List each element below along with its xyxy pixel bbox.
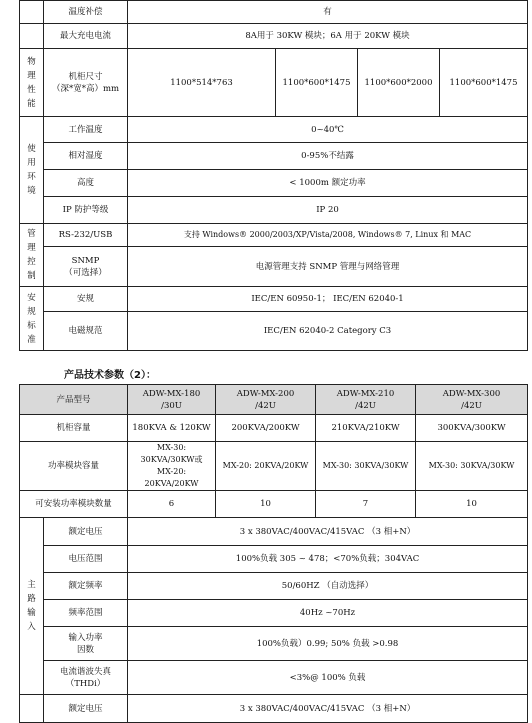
row-label: 机柜容量	[20, 415, 128, 442]
model-name	[316, 385, 416, 415]
row-label: 电压范围	[44, 546, 128, 573]
row-label: 额定频率	[44, 573, 128, 600]
row-value: 50/60HZ （自动选择）	[128, 573, 528, 600]
group-cell-empty	[20, 24, 44, 49]
row-value: 8A用于 30KW 模块；6A 用于 20KW 模块	[128, 24, 528, 49]
label-line: SNMP	[71, 255, 100, 266]
group-label-safety: 安 规 标 准	[20, 287, 44, 351]
capacity-value: 210KVA/210KW	[316, 415, 416, 442]
capacity-value: 200KVA/200KW	[216, 415, 316, 442]
row-label: 电磁规范	[44, 312, 128, 351]
row-label-thd	[44, 661, 128, 695]
row-label-snmp	[44, 247, 128, 287]
row-value: 3 x 380VAC/400VAC/415VAC （3 相+N）	[128, 695, 528, 723]
row-label: RS-232/USB	[44, 224, 128, 247]
row-label: 最大充电电流	[44, 24, 128, 49]
row-value: 100%负载 305 ~ 478；<70%负载；304VAC	[128, 546, 528, 573]
row-label: 可安装功率模块数量	[20, 491, 128, 518]
row-value: 有	[128, 1, 528, 24]
row-value: <3%@ 100% 负载	[128, 661, 528, 695]
group-label-environment: 使 用 环 境	[20, 117, 44, 224]
model-label: 产品型号	[20, 385, 128, 415]
module-capacity-value: MX-20: 20KVA/20KW	[216, 442, 316, 491]
dim-value: 1100*600*1475	[276, 49, 358, 117]
row-label: 功率模块容量	[20, 442, 128, 491]
label-line: 电流谐波失真	[60, 666, 112, 677]
row-label: 安规	[44, 287, 128, 312]
value-line: MX-20: 20KVA/20KW	[144, 467, 199, 488]
row-label: 频率范围	[44, 600, 128, 627]
capacity-value: 300KVA/300KW	[416, 415, 528, 442]
capacity-value: 180KVA & 120KW	[128, 415, 216, 442]
group-cell-empty	[20, 1, 44, 24]
module-capacity-value: MX-30: 30KVA/30KW	[416, 442, 528, 491]
model-line: ADW-MX-200	[236, 388, 295, 399]
dim-value: 1100*600*2000	[358, 49, 440, 117]
module-count-value: 10	[416, 491, 528, 518]
dim-value: 1100*600*1475	[440, 49, 528, 117]
row-label: 工作温度	[44, 117, 128, 143]
label-line: （深*宽*高）mm	[51, 83, 120, 94]
row-label: 高度	[44, 170, 128, 197]
row-value: 40Hz ~70Hz	[128, 600, 528, 627]
module-capacity-value	[128, 442, 216, 491]
dim-value: 1100*514*763	[128, 49, 276, 117]
label-line: （可选择）	[64, 267, 107, 278]
row-label: IP 防护等级	[44, 197, 128, 224]
row-value: 100%负载）0.99; 50% 负载 >0.98	[128, 627, 528, 661]
label-line: 因数	[77, 644, 95, 655]
row-label: 相对湿度	[44, 143, 128, 170]
model-name	[416, 385, 528, 415]
model-line: ADW-MX-300	[442, 388, 501, 399]
module-count-value: 7	[316, 491, 416, 518]
row-value: 支持 Windows® 2000/2003/XP/Vista/2008, Windows® 7, Linux 和 MAC	[128, 224, 528, 247]
module-capacity-value: MX-30: 30KVA/30KW	[316, 442, 416, 491]
model-line: ADW-MX-210	[336, 388, 395, 399]
label-line: 输入功率	[68, 632, 103, 643]
row-value: 0~40℃	[128, 117, 528, 143]
row-label: 额定电压	[44, 518, 128, 546]
spec-table-1	[19, 0, 528, 351]
row-label-cabinet-size	[44, 49, 128, 117]
spec-table-2	[19, 384, 528, 723]
model-name	[128, 385, 216, 415]
row-value: IEC/EN 60950-1； IEC/EN 62040-1	[128, 287, 528, 312]
row-label: 额定电压	[44, 695, 128, 723]
model-name	[216, 385, 316, 415]
row-value: 电源管理支持 SNMP 管理与网络管理	[128, 247, 528, 287]
label-line: 机柜尺寸	[68, 71, 103, 82]
model-line: /42U	[355, 400, 376, 411]
module-count-value: 10	[216, 491, 316, 518]
model-line: /42U	[255, 400, 276, 411]
model-line: /30U	[161, 400, 182, 411]
row-value: IP 20	[128, 197, 528, 224]
row-label-power-factor	[44, 627, 128, 661]
label-line: （THDi）	[65, 678, 106, 689]
group-label-main-input: 主 路 输 入	[20, 518, 44, 695]
row-label: 温度补偿	[44, 1, 128, 24]
model-line: /42U	[461, 400, 482, 411]
row-value: 3 x 380VAC/400VAC/415VAC （3 相+N）	[128, 518, 528, 546]
model-line: ADW-MX-180	[142, 388, 201, 399]
row-value: 0-95%不结露	[128, 143, 528, 170]
value-line: MX-30: 30KVA/30KW或	[140, 443, 203, 464]
group-label-management: 管 理 控 制	[20, 224, 44, 287]
group-label-physical: 物 理 性 能	[20, 49, 44, 117]
row-value: < 1000m 额定功率	[128, 170, 528, 197]
section-title: 产品技术参数（2）：	[64, 370, 156, 381]
row-value: IEC/EN 62040-2 Category C3	[128, 312, 528, 351]
module-count-value: 6	[128, 491, 216, 518]
